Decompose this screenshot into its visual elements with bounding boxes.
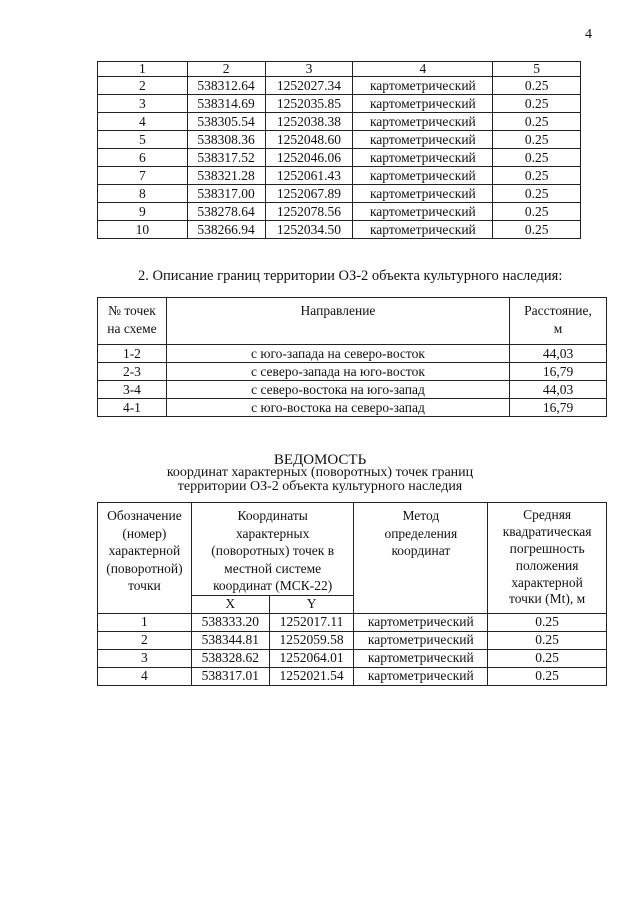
table-cell: 44,03 [510,381,607,399]
table-cell: 0.25 [493,113,581,131]
table-cell: 0.25 [488,649,607,667]
table-cell: 3 [98,95,188,113]
header-line: характерной [511,574,583,590]
table-cell: 2 [98,77,188,95]
table-cell: картометрический [353,77,493,95]
direction-header: Направление [166,298,509,345]
table-cell: 16,79 [510,363,607,381]
table-row [98,185,581,203]
header-line: Обозначение [107,508,182,523]
header-line: координат (МСК-22) [213,578,333,594]
table-cell: 1252027.34 [265,77,353,95]
header-line: Расстояние, [524,303,592,318]
table-row [98,203,581,221]
table-header-row [98,503,607,596]
table-cell: 2 [98,631,192,649]
table-cell: картометрический [354,631,488,649]
boundary-description-table [97,297,607,417]
table-cell: 538305.54 [187,113,265,131]
table-cell: картометрический [354,613,488,631]
table-cell: картометрический [354,649,488,667]
table-cell: 538344.81 [191,631,269,649]
header-line: № точек [108,303,156,318]
header-line: положения [515,557,579,573]
table-cell: 0.25 [488,613,607,631]
table-cell: картометрический [353,185,493,203]
table-cell: 538333.20 [191,613,269,631]
coordinates-header [191,503,354,596]
method-header [354,503,488,614]
header-line: Средняя [523,507,572,522]
statement-coordinates-table [97,502,607,686]
table-cell: 1252048.60 [265,131,353,149]
table-row [98,399,607,417]
table-cell: 538321.28 [187,167,265,185]
table-cell: 0.25 [493,131,581,149]
table-cell: 538266.94 [187,221,265,239]
table-cell: 5 [98,131,188,149]
header-line: (поворотной) [106,560,183,576]
table-cell: 1252067.89 [265,185,353,203]
table-cell: с юго-востока на северо-запад [166,399,509,417]
table-row [98,381,607,399]
table-cell: 0.25 [493,95,581,113]
header-line: Метод [402,508,440,523]
table-cell: 0.25 [488,631,607,649]
header-cell: 4 [353,62,493,77]
table-cell: 9 [98,203,188,221]
table-cell: 538278.64 [187,203,265,221]
table-cell: 3-4 [98,381,167,399]
header-line: характерной [108,543,181,559]
header-line: определения [384,525,458,541]
statement-subtitle: территории ОЗ-2 объекта культурного наследия [177,479,463,494]
table-cell: 1252061.43 [265,167,353,185]
table-cell: 1252021.54 [269,667,354,685]
table-cell: 1 [98,613,192,631]
table-row [98,649,607,667]
table-header-row [98,62,581,77]
header-line: характерных [235,525,310,541]
table-row [98,667,607,685]
header-line: м [553,320,563,336]
table-cell: 1252035.85 [265,95,353,113]
distance-header [510,298,607,345]
table-cell: с северо-востока на юго-запад [166,381,509,399]
table-cell: 1252059.58 [269,631,354,649]
header-line: (номер) [122,525,167,541]
table-row [98,77,581,95]
header-cell: 2 [187,62,265,77]
table-row [98,345,607,363]
header-cell: 1 [98,62,188,77]
designation-header [98,503,192,614]
table-cell: 1252038.38 [265,113,353,131]
table-cell: 8 [98,185,188,203]
x-header: X [191,595,269,613]
table-header-row [98,298,607,345]
header-line: (поворотных) точек в [211,543,335,559]
table-cell: картометрический [353,131,493,149]
header-line: точки [128,578,161,594]
table-body [98,345,607,417]
table-cell: 4 [98,113,188,131]
table-cell: 538308.36 [187,131,265,149]
table-cell: картометрический [353,203,493,221]
statement-subtitle: координат характерных (поворотных) точек границ [166,465,474,480]
table-cell: картометрический [353,167,493,185]
coordinates-table-continued [97,61,581,239]
table-row [98,363,607,381]
table-cell: 4 [98,667,192,685]
header-line: погрешность [509,540,585,556]
table-cell: 10 [98,221,188,239]
table-cell: 538317.00 [187,185,265,203]
table-row [98,613,607,631]
header-cell: 5 [493,62,581,77]
table-cell: с юго-запада на северо-восток [166,345,509,363]
table-cell: 1252046.06 [265,149,353,167]
table-row [98,95,581,113]
header-cell: 3 [265,62,353,77]
table-body [98,613,607,685]
header-line: квадратическая [502,523,592,539]
table-row [98,149,581,167]
header-line: на схеме [107,320,157,336]
header-line: местной системе [224,560,322,576]
page-number: 4 [585,27,592,42]
table-cell: 0.25 [493,149,581,167]
table-cell: 6 [98,149,188,167]
error-header [488,503,607,614]
table-cell: 0.25 [488,667,607,685]
table-cell: 0.25 [493,221,581,239]
table-row [98,167,581,185]
table-cell: картометрический [353,95,493,113]
table-cell: 1252034.50 [265,221,353,239]
table-cell: картометрический [353,149,493,167]
header-line: точки (Mt), м [509,591,586,607]
table-cell: картометрический [353,221,493,239]
table-cell: с северо-запада на юго-восток [166,363,509,381]
table-cell: 538312.64 [187,77,265,95]
table-body [98,77,581,239]
table-cell: 1252064.01 [269,649,354,667]
table-cell: 538328.62 [191,649,269,667]
table-cell: 16,79 [510,399,607,417]
table-cell: картометрический [353,113,493,131]
table-cell: 0.25 [493,167,581,185]
table-cell: 0.25 [493,203,581,221]
table-row [98,113,581,131]
table-cell: 4-1 [98,399,167,417]
table-row [98,631,607,649]
section-title: 2. Описание границ территории ОЗ-2 объекта культурного наследия: [138,268,563,284]
table-cell: 538314.69 [187,95,265,113]
table-cell: 538317.01 [191,667,269,685]
table-cell: 1-2 [98,345,167,363]
table-cell: 538317.52 [187,149,265,167]
statement-title: ВЕДОМОСТЬ [273,452,367,468]
header-line: координат [391,543,451,559]
table-row [98,131,581,149]
table-cell: 3 [98,649,192,667]
table-cell: 0.25 [493,77,581,95]
table-cell: 44,03 [510,345,607,363]
points-header [98,298,167,345]
table-row [98,221,581,239]
table-cell: картометрический [354,667,488,685]
table-cell: 0.25 [493,185,581,203]
header-line: Координаты [237,508,308,523]
table-cell: 1252078.56 [265,203,353,221]
table-cell: 7 [98,167,188,185]
table-cell: 1252017.11 [269,613,354,631]
y-header: Y [269,595,354,613]
table-cell: 2-3 [98,363,167,381]
